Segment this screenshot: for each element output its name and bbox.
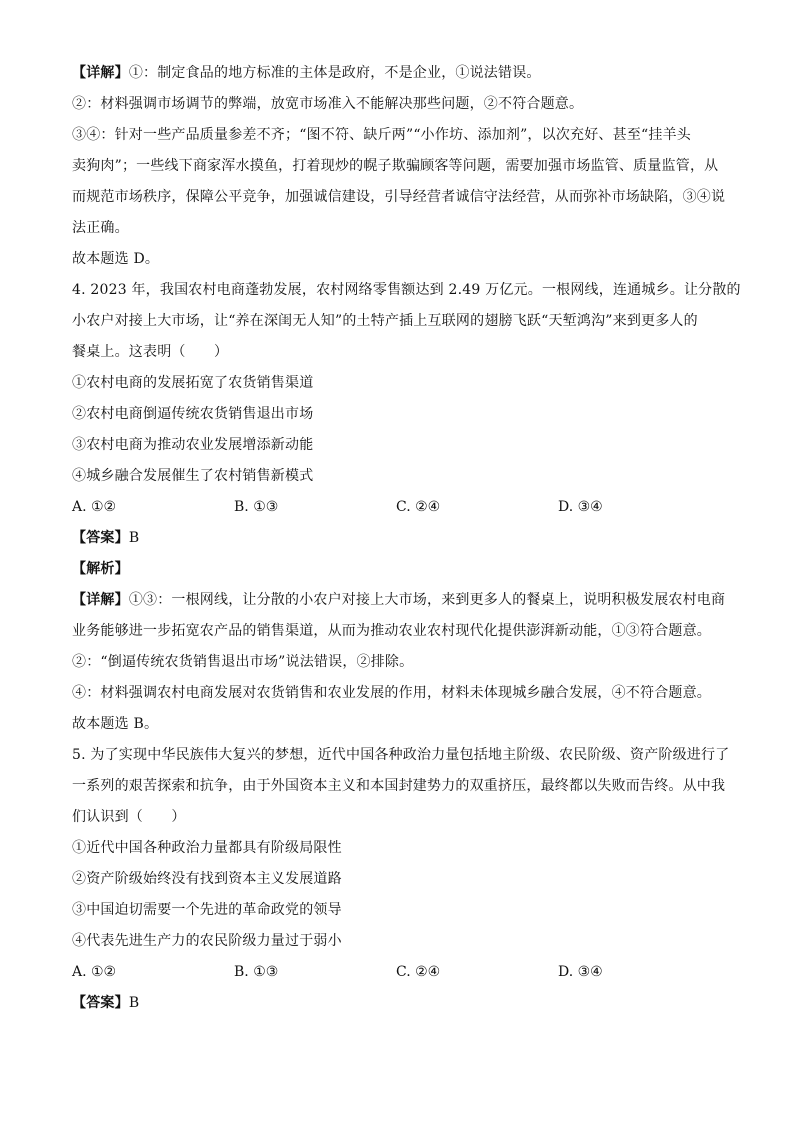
explain-line: 法正确。	[72, 220, 129, 236]
statement-item: ④代表先进生产力的农民阶级力量过于弱小	[72, 933, 342, 949]
analysis-tag: 【解析】	[72, 561, 129, 577]
option-d: D. ③④	[558, 499, 603, 515]
statement-item: ③中国迫切需要一个先进的革命政党的领导	[72, 902, 342, 918]
answer-tag: 【答案】	[72, 530, 129, 546]
explain-line: ②：材料强调市场调节的弊端，放宽市场准入不能解决那些问题，②不符合题意。	[72, 96, 584, 112]
answer-value: B	[128, 530, 140, 546]
option-d: D. ③④	[558, 964, 603, 980]
statement-item: ①近代中国各种政治力量都具有阶级局限性	[72, 840, 342, 856]
answer-value: B	[128, 995, 140, 1011]
statement-item: ④城乡融合发展催生了农村销售新模式	[72, 468, 314, 484]
statement-item: ①农村电商的发展拓宽了农货销售渠道	[72, 375, 314, 391]
analysis-line	[72, 554, 722, 585]
option-c: C. ②④	[396, 964, 441, 980]
answer-options	[72, 957, 722, 988]
explain-conclusion: 故本题选 B。	[72, 716, 159, 732]
explain-tag: 【详解】	[72, 65, 129, 81]
explain-line: 业务能够进一步拓宽农产品的销售渠道，从而为推动农业农村现代化提供澎湃新动能，①③符合题意。	[72, 623, 711, 639]
explain-line: 而规范市场秩序，保障公平竞争，加强诚信建设，引导经营者诚信守法经营，从而弥补市场缺陷，③④说	[72, 189, 726, 205]
question-stem: 们认识到（ ）	[72, 809, 186, 825]
question-stem: 一系列的艰苦探索和抗争，由于外国资本主义和本国封建势力的双重挤压，最终都以失败而告终。从中我	[72, 778, 726, 794]
explain-conclusion: 故本题选 D。	[72, 251, 160, 267]
answer-line	[72, 523, 722, 554]
question-stem: 4. 2023 年，我国农村电商蓬勃发展，农村网络零售额达到 2.49 万亿元。一根网线，连通城乡。让分散的	[72, 282, 741, 298]
document-page	[72, 58, 741, 1019]
option-a: A. ①②	[72, 499, 117, 515]
explain-line: 【详解】①：制定食品的地方标准的主体是政府，不是企业，①说法错误。	[72, 65, 541, 81]
explain-line: ③④：针对一些产品质量参差不齐；“图不符、缺斤两”“小作坊、添加剂”，以次充好、甚至“挂羊头	[72, 127, 691, 143]
option-b: B. ①③	[234, 964, 279, 980]
option-c: C. ②④	[396, 499, 441, 515]
option-a: A. ①②	[72, 964, 117, 980]
question-stem: 5. 为了实现中华民族伟大复兴的梦想，近代中国各种政治力量包括地主阶级、农民阶级、资产阶级进行了	[72, 747, 730, 763]
explain-line: 【详解】①③：一根网线，让分散的小农户对接上大市场，来到更多人的餐桌上，说明积极发展农村电商	[72, 592, 726, 608]
statement-item: ②资产阶级始终没有找到资本主义发展道路	[72, 871, 342, 887]
explain-line: ②：“倒逼传统农货销售退出市场”说法错误，②排除。	[72, 654, 414, 670]
explain-line: 卖狗肉”；一些线下商家浑水摸鱼，打着现炒的幌子欺骗顾客等问题，需要加强市场监管、质量监管，从	[72, 158, 719, 174]
statement-item: ②农村电商倒逼传统农货销售退出市场	[72, 406, 314, 422]
statement-item: ③农村电商为推动农业发展增添新动能	[72, 437, 314, 453]
answer-line	[72, 988, 722, 1019]
question-stem: 小农户对接上大市场，让“养在深闺无人知”的土特产插上互联网的翅膀飞跃“天堑鸿沟”来到更多人的	[72, 313, 698, 329]
explain-line: ④：材料强调农村电商发展对农货销售和农业发展的作用，材料未体现城乡融合发展，④不符合题意。	[72, 685, 711, 701]
answer-tag: 【答案】	[72, 995, 129, 1011]
explain-tag: 【详解】	[72, 592, 129, 608]
option-b: B. ①③	[234, 499, 279, 515]
question-stem: 餐桌上。这表明（ ）	[72, 344, 229, 360]
answer-options	[72, 492, 722, 523]
